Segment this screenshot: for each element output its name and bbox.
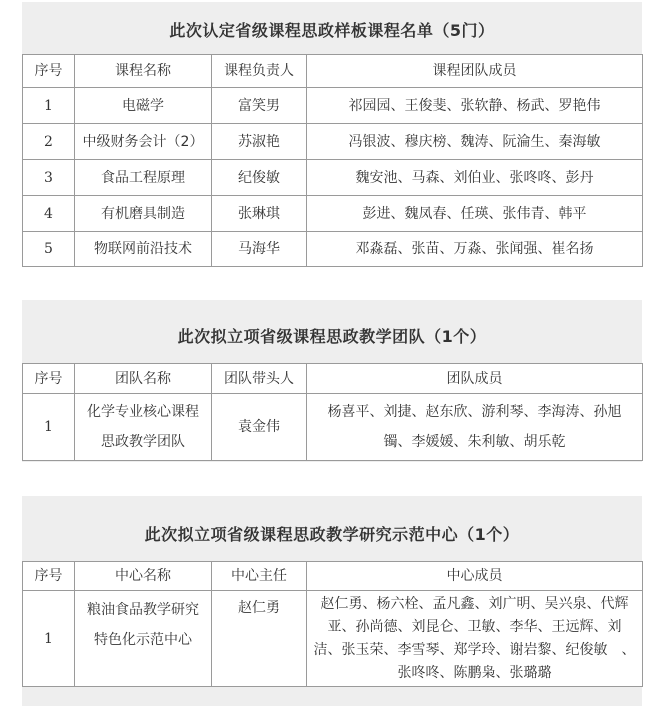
course-table (22, 54, 643, 267)
header-team-leader: 团队带头人 (212, 364, 307, 394)
row-leader: 张琳琪 (212, 196, 307, 232)
row-director: 赵仁勇 (212, 591, 307, 687)
header-course-team: 课程团队成员 (307, 55, 643, 88)
header-team-name: 团队名称 (75, 364, 212, 394)
row-team-name (75, 394, 212, 461)
row-no: 2 (23, 124, 75, 160)
header-center-members: 中心成员 (307, 562, 643, 591)
row-no: 1 (23, 88, 75, 124)
header-no: 序号 (23, 562, 75, 591)
center-name-line: 特色化示范中心 (94, 632, 192, 648)
row-leader: 富笑男 (212, 88, 307, 124)
table-row (23, 196, 643, 232)
team-name-line: 思政教学团队 (101, 434, 185, 450)
row-course-name: 电磁学 (75, 88, 212, 124)
row-course-name: 食品工程原理 (75, 160, 212, 196)
row-course-name: 有机磨具制造 (75, 196, 212, 232)
row-no: 5 (23, 232, 75, 267)
table-header-row (23, 364, 643, 394)
row-center-name (75, 591, 212, 687)
header-course-leader: 课程负责人 (212, 55, 307, 88)
row-no: 4 (23, 196, 75, 232)
row-team: 邓淼磊、张苗、万淼、张闻强、崔名扬 (307, 232, 643, 267)
members-line: 杨喜平、刘捷、赵东欣、游利琴、李海涛、孙旭 (327, 404, 622, 420)
row-leader: 马海华 (212, 232, 307, 267)
center-table (22, 561, 643, 687)
center-panel (22, 496, 642, 706)
header-center-director: 中心主任 (212, 562, 307, 591)
team-table (22, 363, 643, 461)
row-course-name: 中级财务会计（2） (75, 124, 212, 160)
row-no: 1 (23, 591, 75, 687)
table-row (23, 394, 643, 461)
members-line: 洁、张玉荣、李雪琴、郑学玲、谢岩黎、纪俊敏 、 (313, 641, 636, 658)
row-leader: 袁金伟 (212, 394, 307, 461)
row-leader: 苏淑艳 (212, 124, 307, 160)
row-leader: 纪俊敏 (212, 160, 307, 196)
header-no: 序号 (23, 364, 75, 394)
header-no: 序号 (23, 55, 75, 88)
table-row (23, 591, 643, 687)
row-team: 冯银波、穆庆榜、魏涛、阮淪生、秦海敏 (307, 124, 643, 160)
header-team-members: 团队成员 (307, 364, 643, 394)
table-row (23, 124, 643, 160)
row-team: 祁园园、王俊斐、张软静、杨武、罗艳伟 (307, 88, 643, 124)
team-panel (22, 300, 642, 462)
team-title: 此次拟立项省级课程思政教学团队（1个） (177, 327, 487, 346)
members-line: 镯、李媛媛、朱利敏、胡乐乾 (383, 434, 566, 450)
row-team: 魏安池、马森、刘伯业、张咚咚、彭丹 (307, 160, 643, 196)
row-team: 彭进、魏凤春、任瑛、张伟青、韩平 (307, 196, 643, 232)
row-course-name: 物联网前沿技术 (75, 232, 212, 267)
table-header-row (23, 55, 643, 88)
row-no: 1 (23, 394, 75, 461)
course-list-panel (22, 2, 642, 264)
members-line: 亚、孙尚德、刘昆仑、卫敏、李华、王远辉、刘 (327, 618, 622, 635)
members-line: 张咚咚、陈鹏枭、张璐璐 (397, 664, 552, 681)
members-line: 赵仁勇、杨六栓、孟凡鑫、刘广明、吴兴泉、代辉 (320, 595, 629, 612)
course-list-title: 此次认定省级课程思政样板课程名单（5门） (169, 21, 495, 40)
header-center-name: 中心名称 (75, 562, 212, 591)
center-title: 此次拟立项省级课程思政教学研究示范中心（1个） (144, 525, 520, 544)
row-members (307, 394, 643, 461)
table-row (23, 232, 643, 267)
row-members (307, 591, 643, 687)
team-name-line: 化学专业核心课程 (87, 404, 199, 420)
center-name-line: 粮油食品教学研究 (87, 602, 199, 618)
table-row (23, 88, 643, 124)
header-course-name: 课程名称 (75, 55, 212, 88)
table-header-row (23, 562, 643, 591)
row-no: 3 (23, 160, 75, 196)
table-row (23, 160, 643, 196)
